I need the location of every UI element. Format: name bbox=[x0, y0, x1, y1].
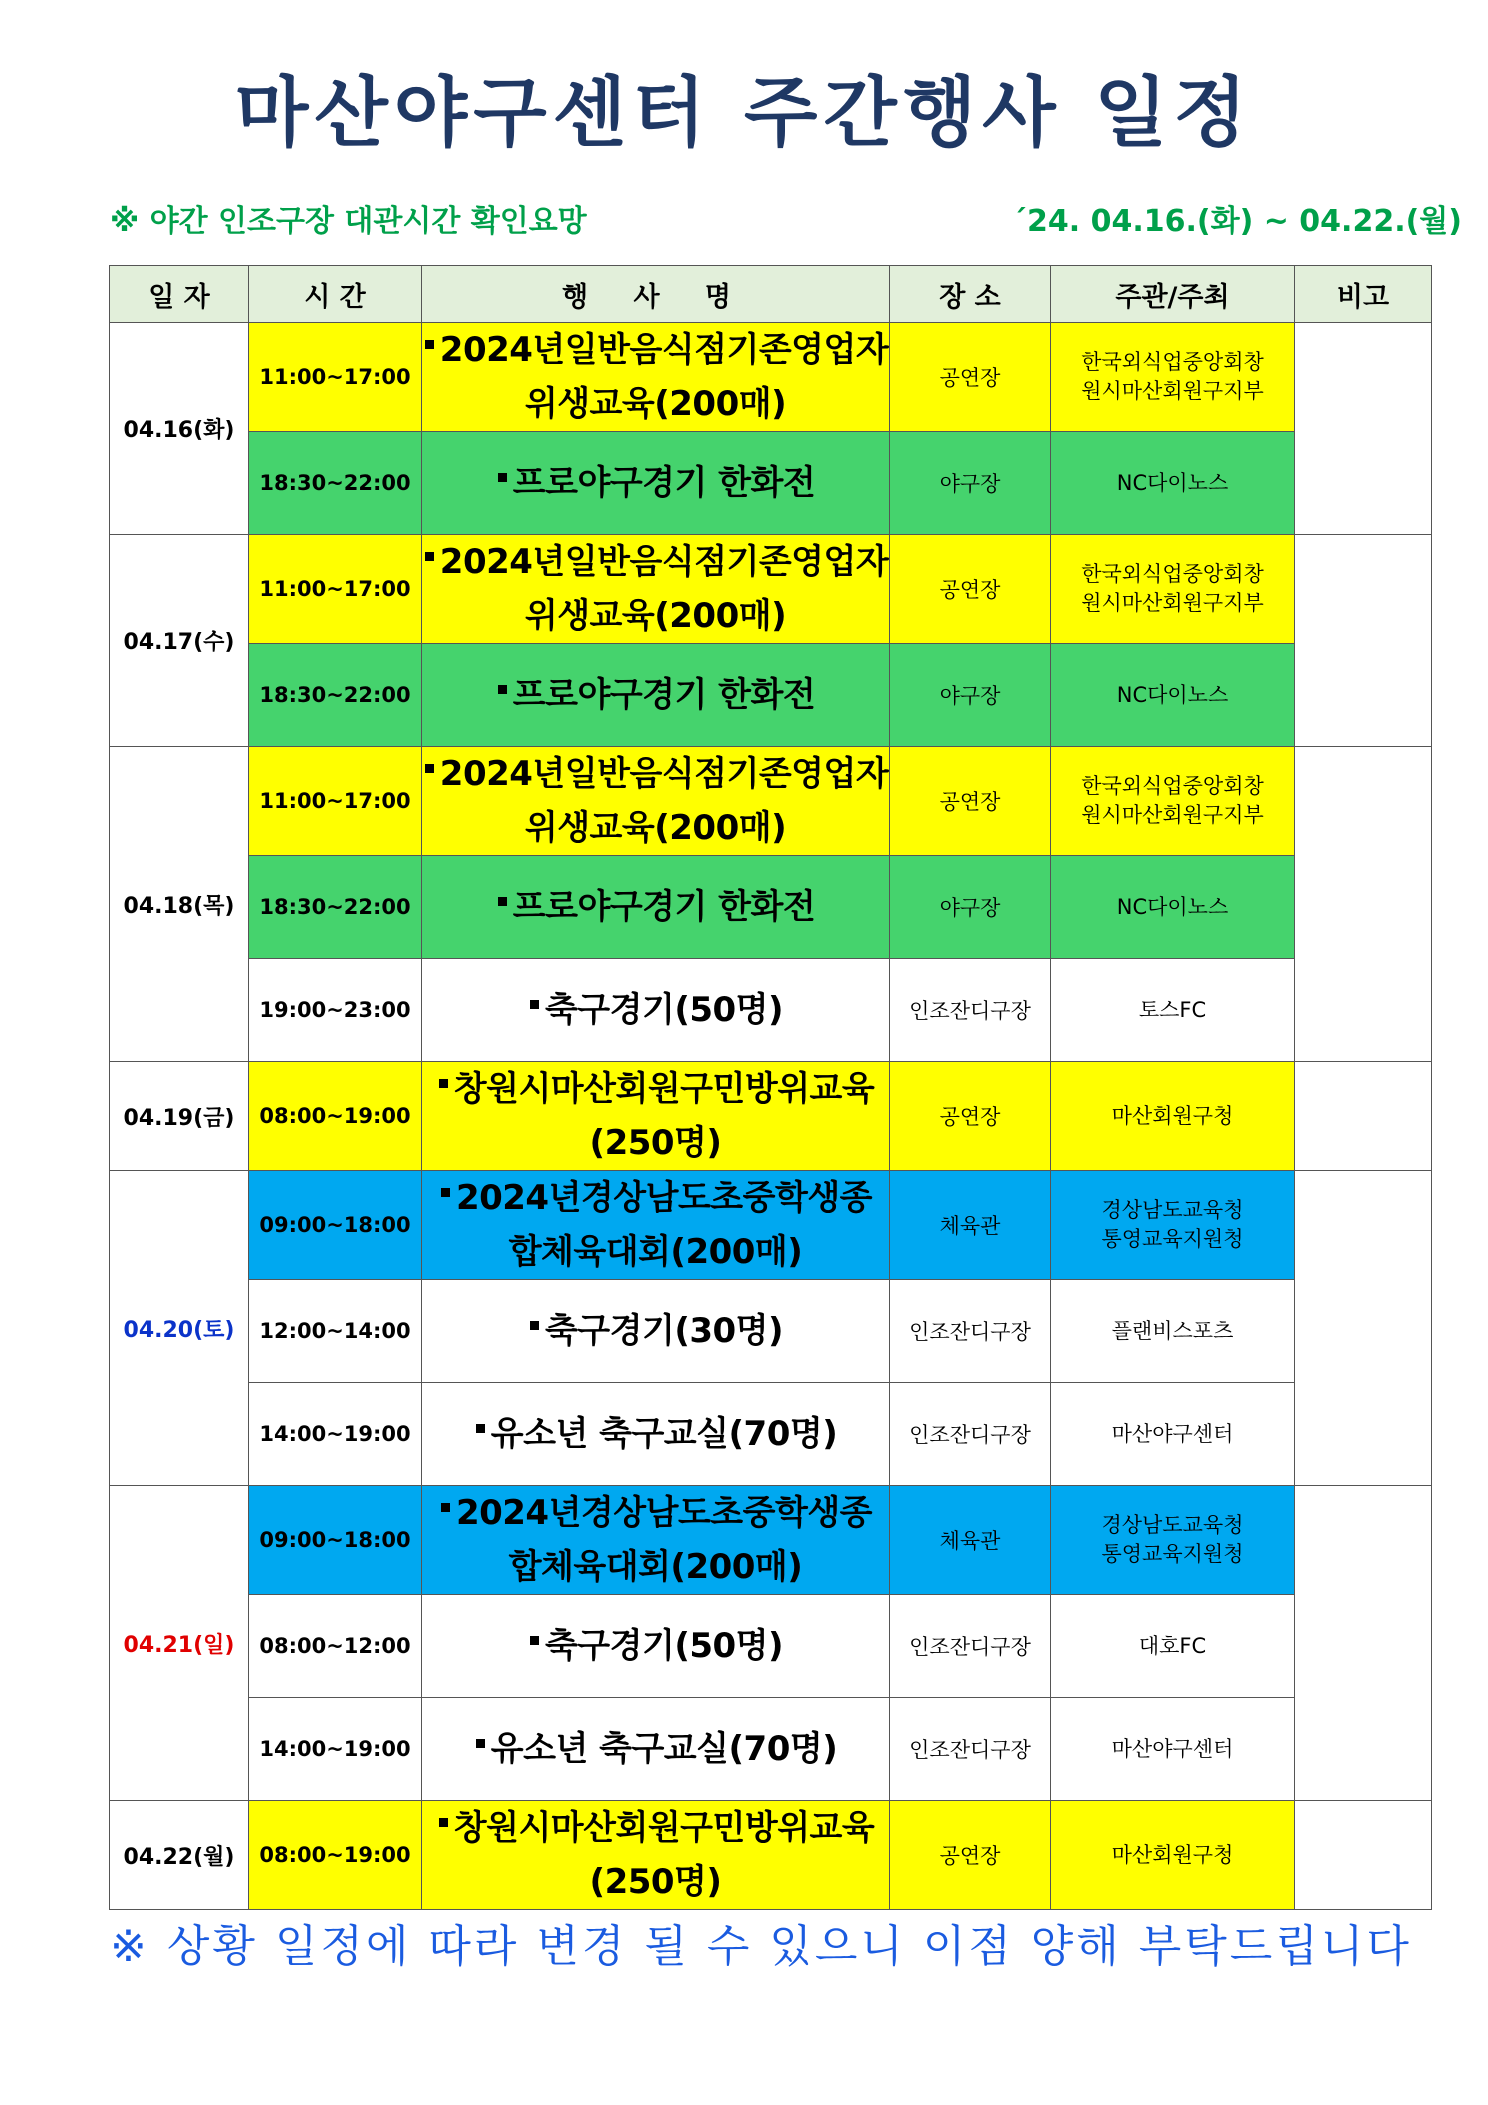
square-bullet-icon bbox=[530, 1000, 539, 1009]
date-cell: 04.22(월) bbox=[110, 1801, 249, 1910]
event-cell bbox=[422, 1698, 890, 1801]
host-line2: 통영교육지원청 bbox=[1101, 1542, 1244, 1566]
note-cell bbox=[1295, 1171, 1432, 1486]
event-name-line2: 위생교육(200매) bbox=[524, 808, 787, 848]
host-line1: 대호FC bbox=[1138, 1633, 1207, 1658]
note-cell bbox=[1295, 323, 1432, 535]
table-row bbox=[110, 959, 1432, 1062]
table-row bbox=[110, 535, 1432, 644]
schedule-table bbox=[109, 265, 1432, 1910]
table-row bbox=[110, 432, 1432, 535]
host-line1: 플랜비스포츠 bbox=[1111, 1318, 1234, 1343]
square-bullet-icon bbox=[476, 1739, 485, 1748]
table-row bbox=[110, 1062, 1432, 1171]
place-cell: 공연장 bbox=[890, 1801, 1051, 1910]
time-cell: 18:30~22:00 bbox=[249, 856, 422, 959]
event-name-line2: (250명) bbox=[589, 1123, 722, 1163]
table-row bbox=[110, 747, 1432, 856]
night-field-notice: ※ 야간 인조구장 대관시간 확인요망 bbox=[110, 204, 587, 239]
note-cell bbox=[1295, 1062, 1432, 1171]
host-cell bbox=[1051, 1486, 1295, 1595]
square-bullet-icon bbox=[530, 1321, 539, 1330]
table-row bbox=[110, 1383, 1432, 1486]
time-cell: 14:00~19:00 bbox=[249, 1698, 422, 1801]
event-name-text: 2024년일반음식점기존영업자 bbox=[439, 754, 889, 794]
header-time: 시 간 bbox=[249, 266, 422, 323]
square-bullet-icon bbox=[439, 1818, 448, 1827]
place-cell: 야구장 bbox=[890, 644, 1051, 747]
time-cell: 14:00~19:00 bbox=[249, 1383, 422, 1486]
time-cell: 11:00~17:00 bbox=[249, 535, 422, 644]
square-bullet-icon bbox=[530, 1636, 539, 1645]
table-row bbox=[110, 644, 1432, 747]
event-name-text: 2024년일반음식점기존영업자 bbox=[439, 542, 889, 582]
square-bullet-icon bbox=[498, 897, 507, 906]
event-name-text: 프로야구경기 한화전 bbox=[512, 463, 816, 503]
date-cell: 04.20(토) bbox=[110, 1171, 249, 1486]
event-name-line1 bbox=[422, 323, 889, 377]
host-line1: 마산야구센터 bbox=[1111, 1736, 1234, 1761]
event-name-text: 축구경기(50명) bbox=[544, 1626, 784, 1666]
footer-notice: ※ 상황 일정에 따라 변경 될 수 있으니 이점 양해 부탁드립니다 bbox=[110, 1921, 1412, 1972]
schedule-period: ´24. 04.16.(화) ~ 04.22.(월) bbox=[1012, 204, 1462, 239]
header-note: 비고 bbox=[1295, 266, 1432, 323]
host-line1: 경상남도교육청 bbox=[1101, 1198, 1244, 1222]
event-cell bbox=[422, 1171, 890, 1280]
time-cell: 09:00~18:00 bbox=[249, 1171, 422, 1280]
place-cell: 공연장 bbox=[890, 323, 1051, 432]
place-cell: 인조잔디구장 bbox=[890, 959, 1051, 1062]
header-host: 주관/주최 bbox=[1051, 266, 1295, 323]
event-name-line1 bbox=[422, 880, 889, 934]
place-cell: 야구장 bbox=[890, 432, 1051, 535]
header-event: 행 사 명 bbox=[422, 266, 890, 323]
square-bullet-icon bbox=[441, 1503, 450, 1512]
host-line1: 마산야구센터 bbox=[1111, 1421, 1234, 1446]
square-bullet-icon bbox=[476, 1424, 485, 1433]
event-name-line1 bbox=[422, 1619, 889, 1673]
place-cell: 공연장 bbox=[890, 747, 1051, 856]
host-cell bbox=[1051, 1698, 1295, 1801]
square-bullet-icon bbox=[425, 340, 434, 349]
host-cell bbox=[1051, 747, 1295, 856]
time-cell: 08:00~19:00 bbox=[249, 1062, 422, 1171]
place-cell: 인조잔디구장 bbox=[890, 1383, 1051, 1486]
date-cell: 04.16(화) bbox=[110, 323, 249, 535]
event-name-line1 bbox=[422, 668, 889, 722]
event-cell bbox=[422, 1383, 890, 1486]
event-cell bbox=[422, 1801, 890, 1910]
event-name-text: 유소년 축구교실(70명) bbox=[490, 1729, 838, 1769]
note-cell bbox=[1295, 747, 1432, 1062]
event-name-text: 유소년 축구교실(70명) bbox=[490, 1414, 838, 1454]
time-cell: 12:00~14:00 bbox=[249, 1280, 422, 1383]
place-cell: 인조잔디구장 bbox=[890, 1698, 1051, 1801]
place-cell: 체육관 bbox=[890, 1486, 1051, 1595]
event-cell bbox=[422, 856, 890, 959]
date-cell: 04.19(금) bbox=[110, 1062, 249, 1171]
note-cell bbox=[1295, 535, 1432, 747]
square-bullet-icon bbox=[498, 473, 507, 482]
event-name-text: 창원시마산회원구민방위교육 bbox=[453, 1808, 875, 1848]
page-title: 마산야구센터 주간행사 일정 bbox=[235, 68, 1253, 157]
event-name-line1 bbox=[422, 983, 889, 1037]
event-name-line1 bbox=[422, 1486, 889, 1540]
time-cell: 18:30~22:00 bbox=[249, 644, 422, 747]
event-name-text: 축구경기(30명) bbox=[544, 1311, 784, 1351]
event-name-text: 창원시마산회원구민방위교육 bbox=[453, 1069, 875, 1109]
header-date: 일 자 bbox=[110, 266, 249, 323]
event-name-line1 bbox=[422, 535, 889, 589]
event-cell bbox=[422, 959, 890, 1062]
host-cell bbox=[1051, 535, 1295, 644]
schedule-body bbox=[110, 323, 1432, 1910]
event-name-text: 프로야구경기 한화전 bbox=[512, 675, 816, 715]
header-place: 장 소 bbox=[890, 266, 1051, 323]
date-cell: 04.21(일) bbox=[110, 1486, 249, 1801]
table-row bbox=[110, 1280, 1432, 1383]
place-cell: 공연장 bbox=[890, 535, 1051, 644]
host-cell bbox=[1051, 644, 1295, 747]
time-cell: 08:00~19:00 bbox=[249, 1801, 422, 1910]
table-row bbox=[110, 1698, 1432, 1801]
event-cell bbox=[422, 1595, 890, 1698]
event-name-line1 bbox=[422, 747, 889, 801]
host-cell bbox=[1051, 323, 1295, 432]
host-line2: 원시마산회원구지부 bbox=[1081, 379, 1264, 403]
square-bullet-icon bbox=[439, 1079, 448, 1088]
table-row bbox=[110, 856, 1432, 959]
note-cell bbox=[1295, 1486, 1432, 1801]
square-bullet-icon bbox=[425, 552, 434, 561]
table-row bbox=[110, 1171, 1432, 1280]
event-name-text: 프로야구경기 한화전 bbox=[512, 887, 816, 927]
event-name-line2: 위생교육(200매) bbox=[524, 596, 787, 636]
square-bullet-icon bbox=[441, 1188, 450, 1197]
event-name-text: 축구경기(50명) bbox=[544, 990, 784, 1030]
host-cell bbox=[1051, 1062, 1295, 1171]
place-cell: 체육관 bbox=[890, 1171, 1051, 1280]
event-name-line1 bbox=[422, 1304, 889, 1358]
event-cell bbox=[422, 747, 890, 856]
event-name-line1 bbox=[422, 1407, 889, 1461]
host-cell bbox=[1051, 1801, 1295, 1910]
event-name-line2: (250명) bbox=[589, 1862, 722, 1902]
host-line2: 통영교육지원청 bbox=[1101, 1227, 1244, 1251]
date-cell: 04.18(목) bbox=[110, 747, 249, 1062]
host-cell bbox=[1051, 432, 1295, 535]
date-cell: 04.17(수) bbox=[110, 535, 249, 747]
host-line1: 한국외식업중앙회창 bbox=[1081, 562, 1264, 586]
time-cell: 11:00~17:00 bbox=[249, 323, 422, 432]
event-cell bbox=[422, 1280, 890, 1383]
host-line2: 원시마산회원구지부 bbox=[1081, 803, 1264, 827]
host-line1: 한국외식업중앙회창 bbox=[1081, 774, 1264, 798]
event-name-line1 bbox=[422, 1722, 889, 1776]
host-line1: 마산회원구청 bbox=[1111, 1842, 1234, 1867]
host-line1: 한국외식업중앙회창 bbox=[1081, 350, 1264, 374]
event-cell bbox=[422, 1486, 890, 1595]
time-cell: 19:00~23:00 bbox=[249, 959, 422, 1062]
event-cell bbox=[422, 535, 890, 644]
place-cell: 인조잔디구장 bbox=[890, 1595, 1051, 1698]
time-cell: 08:00~12:00 bbox=[249, 1595, 422, 1698]
host-line1: 마산회원구청 bbox=[1111, 1103, 1234, 1128]
event-cell bbox=[422, 644, 890, 747]
event-name-line2: 합체육대회(200매) bbox=[508, 1232, 803, 1272]
time-cell: 18:30~22:00 bbox=[249, 432, 422, 535]
host-line1: 토스FC bbox=[1138, 997, 1207, 1022]
event-name-line1 bbox=[422, 1171, 889, 1225]
time-cell: 11:00~17:00 bbox=[249, 747, 422, 856]
place-cell: 공연장 bbox=[890, 1062, 1051, 1171]
host-cell bbox=[1051, 1171, 1295, 1280]
square-bullet-icon bbox=[498, 685, 507, 694]
event-name-line2: 위생교육(200매) bbox=[524, 384, 787, 424]
note-cell bbox=[1295, 1801, 1432, 1910]
time-cell: 09:00~18:00 bbox=[249, 1486, 422, 1595]
host-cell bbox=[1051, 1280, 1295, 1383]
event-name-text: 2024년경상남도초중학생종 bbox=[455, 1493, 873, 1533]
host-cell bbox=[1051, 1595, 1295, 1698]
event-cell bbox=[422, 323, 890, 432]
host-line1: 경상남도교육청 bbox=[1101, 1513, 1244, 1537]
table-row bbox=[110, 323, 1432, 432]
host-cell bbox=[1051, 959, 1295, 1062]
table-row bbox=[110, 1595, 1432, 1698]
table-row bbox=[110, 1801, 1432, 1910]
event-name-line1 bbox=[422, 456, 889, 510]
host-cell bbox=[1051, 1383, 1295, 1486]
host-line1: NC다이노스 bbox=[1116, 682, 1229, 707]
place-cell: 인조잔디구장 bbox=[890, 1280, 1051, 1383]
event-name-text: 2024년경상남도초중학생종 bbox=[455, 1178, 873, 1218]
event-name-line1 bbox=[422, 1801, 889, 1855]
event-cell bbox=[422, 1062, 890, 1171]
event-name-line1 bbox=[422, 1062, 889, 1116]
event-cell bbox=[422, 432, 890, 535]
event-name-line2: 합체육대회(200매) bbox=[508, 1547, 803, 1587]
host-line1: NC다이노스 bbox=[1116, 470, 1229, 495]
header-row bbox=[110, 266, 1432, 323]
place-cell: 야구장 bbox=[890, 856, 1051, 959]
host-line1: NC다이노스 bbox=[1116, 894, 1229, 919]
event-name-text: 2024년일반음식점기존영업자 bbox=[439, 330, 889, 370]
host-line2: 원시마산회원구지부 bbox=[1081, 591, 1264, 615]
host-cell bbox=[1051, 856, 1295, 959]
table-row bbox=[110, 1486, 1432, 1595]
square-bullet-icon bbox=[425, 764, 434, 773]
